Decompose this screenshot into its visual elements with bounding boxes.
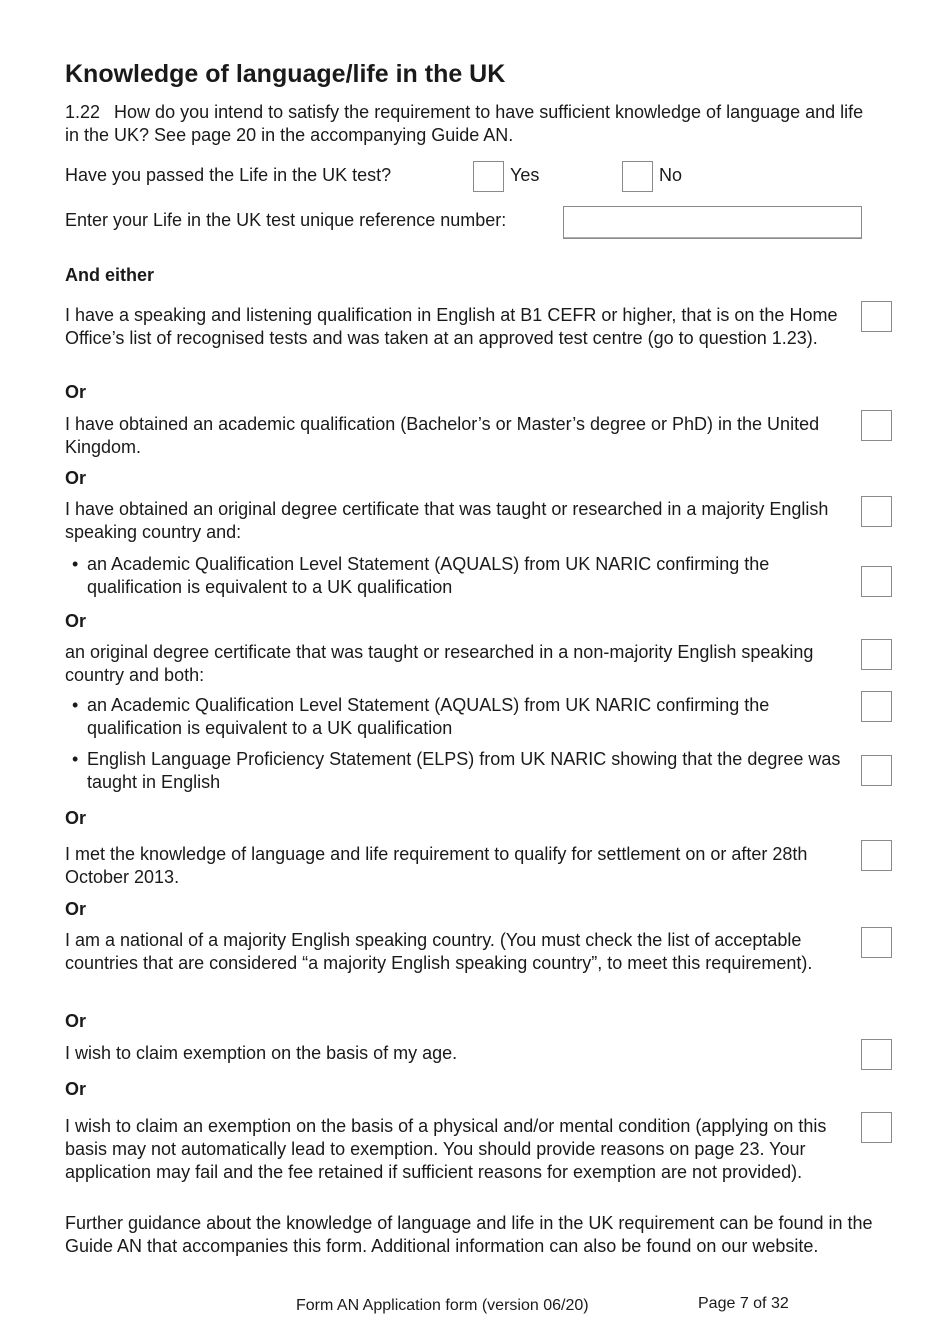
section-title: Knowledge of language/life in the UK — [65, 60, 506, 88]
life-test-yes-label: Yes — [510, 165, 540, 185]
bullet-aquals-majority — [72, 553, 852, 599]
question-1-22 — [65, 101, 865, 147]
reference-label: Enter your Life in the UK test unique reference number: — [65, 210, 507, 230]
bullet-aquals-majority-checkbox[interactable] — [861, 566, 892, 597]
question-number: 1.22 — [65, 102, 101, 122]
life-test-no-checkbox[interactable] — [622, 161, 653, 192]
option-uk-academic-checkbox[interactable] — [861, 410, 892, 441]
option-condition-exemption-checkbox[interactable] — [861, 1112, 892, 1143]
or-label: Or — [65, 1079, 87, 1099]
option-majority-degree: I have obtained an original degree certificate that was taught or researched in a majority English speaking country and: — [65, 499, 829, 542]
bullet-dot: • — [72, 695, 79, 715]
option-settlement-2013: I met the knowledge of language and life requirement to qualify for settlement on or after 28th October 2013. — [65, 844, 808, 887]
option-majority-national-checkbox[interactable] — [861, 927, 892, 958]
or-label: Or — [65, 468, 87, 488]
bullet-dot: • — [72, 749, 79, 769]
option-majority-national: I am a national of a majority English speaking country. (You must check the list of acceptable countries that are considered “a majority English speaking country”, to meet this requirement). — [65, 930, 813, 973]
option-majority-degree-checkbox[interactable] — [861, 496, 892, 527]
bullet-elps-checkbox[interactable] — [861, 755, 892, 786]
or-label: Or — [65, 808, 87, 828]
question-text: How do you intend to satisfy the requirement to have sufficient knowledge of language and life in the UK? See page 20 in the accompanying Guide AN. — [65, 102, 864, 145]
option-non-majority-degree-checkbox[interactable] — [861, 639, 892, 670]
or-label: Or — [65, 611, 87, 631]
option-age-exemption-checkbox[interactable] — [861, 1039, 892, 1070]
bullet-text: an Academic Qualification Level Statement (AQUALS) from UK NARIC confirming the qualification is equivalent to a UK qualification — [87, 695, 770, 738]
life-test-no-label: No — [659, 165, 683, 185]
bullet-text: English Language Proficiency Statement (ELPS) from UK NARIC showing that the degree was taught in English — [87, 749, 841, 792]
or-label: Or — [65, 1011, 87, 1031]
reference-number-input[interactable] — [563, 206, 862, 239]
life-test-label: Have you passed the Life in the UK test? — [65, 165, 392, 185]
option-condition-exemption: I wish to claim an exemption on the basis of a physical and/or mental condition (applying on this basis may not automatically lead to exemption. You should provide reasons on page 23. Your application may fail and the fee retained if sufficient reasons for exemption are not provided). — [65, 1116, 827, 1182]
option-settlement-2013-checkbox[interactable] — [861, 840, 892, 871]
bullet-dot: • — [72, 554, 79, 574]
life-test-yes-checkbox[interactable] — [473, 161, 504, 192]
option-age-exemption: I wish to claim exemption on the basis of my age. — [65, 1043, 458, 1063]
bullet-text: an Academic Qualification Level Statement (AQUALS) from UK NARIC confirming the qualification is equivalent to a UK qualification — [87, 554, 770, 597]
or-label: Or — [65, 382, 87, 402]
or-label: Or — [65, 899, 87, 919]
further-guidance: Further guidance about the knowledge of language and life in the UK requirement can be found in the Guide AN that accompanies this form. Additional information can also be found on our website. — [65, 1213, 873, 1256]
option-uk-academic: I have obtained an academic qualification (Bachelor’s or Master’s degree or PhD) in the United Kingdom. — [65, 414, 820, 457]
bullet-aquals-non-majority — [72, 694, 852, 740]
option-non-majority-degree: an original degree certificate that was taught or researched in a non-majority English speaking country and both: — [65, 642, 814, 685]
footer-form-name: Form AN Application form (version 06/20) — [296, 1297, 589, 1314]
bullet-elps — [72, 748, 852, 794]
option-b1-cefr: I have a speaking and listening qualification in English at B1 CEFR or higher, that is on the Home Office’s list of recognised tests and was taken at an approved test centre (go to question 1.23). — [65, 305, 838, 348]
bullet-aquals-non-majority-checkbox[interactable] — [861, 691, 892, 722]
option-b1-cefr-checkbox[interactable] — [861, 301, 892, 332]
footer-page-number: Page 7 of 32 — [698, 1295, 789, 1312]
and-either-heading: And either — [65, 265, 155, 285]
